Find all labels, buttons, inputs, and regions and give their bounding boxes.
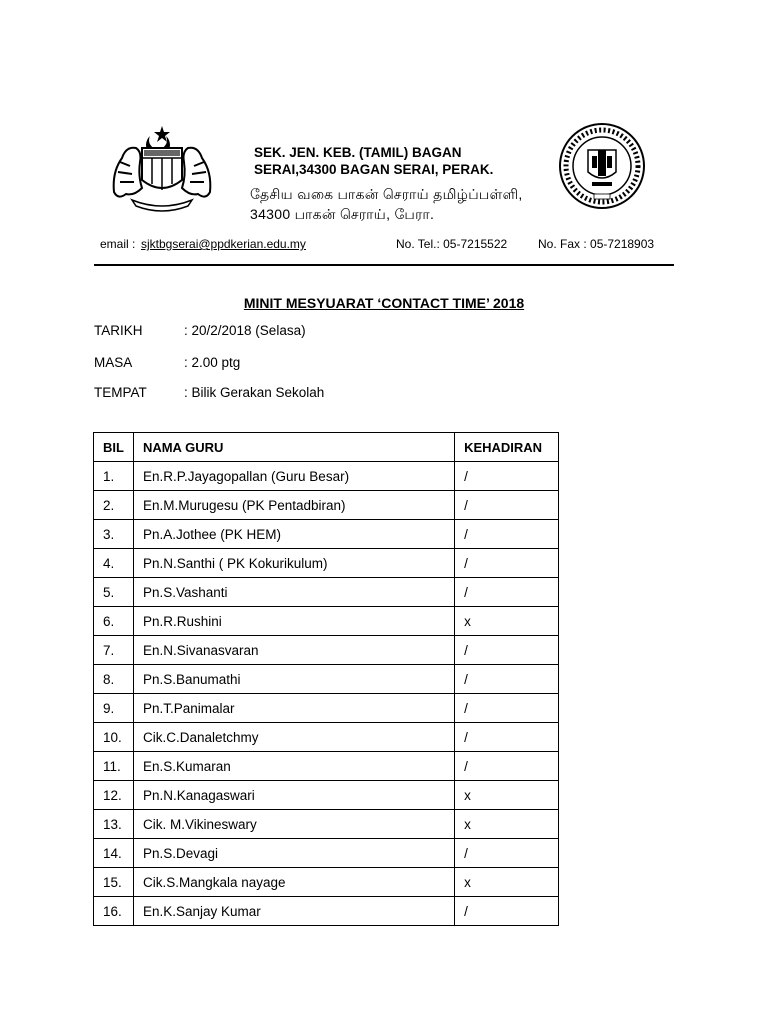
table-row [94, 520, 559, 549]
table-row [94, 665, 559, 694]
table-row [94, 462, 559, 491]
row-number: 4. [94, 549, 134, 578]
school-crest-logo [554, 120, 650, 212]
row-number: 9. [94, 694, 134, 723]
attendance-mark: x [455, 810, 559, 839]
table-row [94, 694, 559, 723]
teacher-name: Pn.R.Rushini [133, 607, 454, 636]
meta-label-date: TARIKH [94, 323, 143, 338]
row-number: 10. [94, 723, 134, 752]
meta-label-venue: TEMPAT [94, 385, 147, 400]
table-row [94, 549, 559, 578]
row-number: 7. [94, 636, 134, 665]
row-number: 5. [94, 578, 134, 607]
header-divider [94, 264, 674, 266]
school-name-english: SEK. JEN. KEB. (TAMIL) BAGAN SERAI,34300 BAGAN SERAI, PERAK. [254, 145, 494, 177]
column-header-bil: BIL [94, 433, 134, 462]
teacher-name: Pn.S.Devagi [133, 839, 454, 868]
attendance-mark: / [455, 491, 559, 520]
attendance-mark: / [455, 636, 559, 665]
teacher-name: En.N.Sivanasvaran [133, 636, 454, 665]
telephone-number: No. Tel.: 05-7215522 [396, 237, 508, 251]
teacher-name: Pn.N.Santhi ( PK Kokurikulum) [133, 549, 454, 578]
teacher-name: Pn.N.Kanagaswari [133, 781, 454, 810]
attendance-mark: / [455, 549, 559, 578]
attendance-mark: x [455, 781, 559, 810]
coat-of-arms-logo [108, 122, 216, 212]
table-row [94, 897, 559, 926]
attendance-mark: / [455, 665, 559, 694]
table-row [94, 781, 559, 810]
attendance-table [93, 432, 559, 926]
table-row [94, 839, 559, 868]
row-number: 11. [94, 752, 134, 781]
attendance-mark: / [455, 723, 559, 752]
table-row [94, 578, 559, 607]
teacher-name: En.S.Kumaran [133, 752, 454, 781]
meta-label-time: MASA [94, 355, 133, 370]
teacher-name: Cik. M.Vikineswary [133, 810, 454, 839]
email-label: email : [100, 237, 136, 251]
school-name-tamil: தேசிய வகை பாகன் செராய் தமிழ்ப்பள்ளி, 34300 பாகன் செராய், பேரா. [250, 186, 523, 222]
column-header-nama-guru: NAMA GURU [133, 433, 454, 462]
table-row [94, 723, 559, 752]
row-number: 13. [94, 810, 134, 839]
row-number: 3. [94, 520, 134, 549]
table-row [94, 752, 559, 781]
attendance-mark: / [455, 520, 559, 549]
teacher-name: En.R.P.Jayagopallan (Guru Besar) [133, 462, 454, 491]
row-number: 12. [94, 781, 134, 810]
meta-value-venue: : Bilik Gerakan Sekolah [184, 385, 325, 400]
table-row [94, 810, 559, 839]
attendance-mark: x [455, 868, 559, 897]
row-number: 6. [94, 607, 134, 636]
column-header-kehadiran: KEHADIRAN [455, 433, 559, 462]
table-header-row [94, 433, 559, 462]
teacher-name: Pn.A.Jothee (PK HEM) [133, 520, 454, 549]
attendance-mark: / [455, 694, 559, 723]
table-row [94, 636, 559, 665]
document-title: MINIT MESYUARAT ‘CONTACT TIME’ 2018 [243, 295, 525, 311]
fax-number: No. Fax : 05-7218903 [538, 237, 655, 251]
table-row [94, 491, 559, 520]
table-row [94, 868, 559, 897]
row-number: 8. [94, 665, 134, 694]
teacher-name: Pn.T.Panimalar [133, 694, 454, 723]
attendance-mark: / [455, 752, 559, 781]
teacher-name: Cik.C.Danaletchmy [133, 723, 454, 752]
row-number: 1. [94, 462, 134, 491]
row-number: 15. [94, 868, 134, 897]
teacher-name: Cik.S.Mangkala nayage [133, 868, 454, 897]
meta-value-date: : 20/2/2018 (Selasa) [184, 323, 306, 338]
teacher-name: En.M.Murugesu (PK Pentadbiran) [133, 491, 454, 520]
attendance-mark: / [455, 897, 559, 926]
attendance-mark: x [455, 607, 559, 636]
teacher-name: En.K.Sanjay Kumar [133, 897, 454, 926]
teacher-name: Pn.S.Vashanti [133, 578, 454, 607]
attendance-mark: / [455, 578, 559, 607]
teacher-name: Pn.S.Banumathi [133, 665, 454, 694]
attendance-mark: / [455, 462, 559, 491]
email-link[interactable]: sjktbgserai@ppdkerian.edu.my [141, 237, 306, 251]
row-number: 2. [94, 491, 134, 520]
row-number: 14. [94, 839, 134, 868]
meta-value-time: : 2.00 ptg [184, 355, 241, 370]
attendance-mark: / [455, 839, 559, 868]
row-number: 16. [94, 897, 134, 926]
table-row [94, 607, 559, 636]
